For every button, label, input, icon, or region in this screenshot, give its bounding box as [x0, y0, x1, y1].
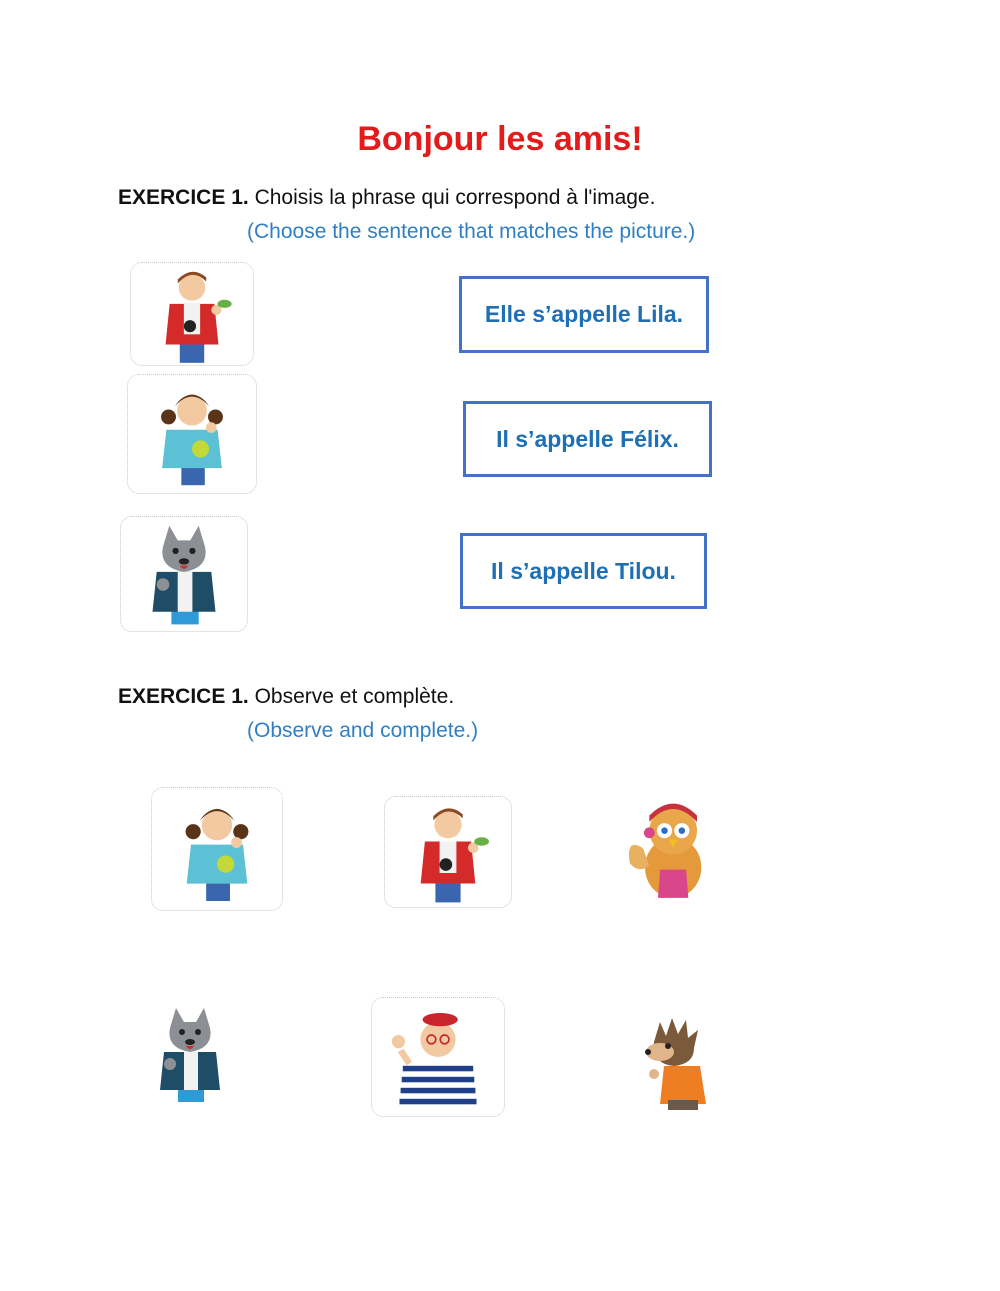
exercise2-picture-girl — [151, 787, 283, 911]
exercise1-instruction: Choisis la phrase qui correspond à l'image. — [254, 186, 656, 209]
owl-pilot-icon — [606, 786, 736, 910]
boy-felix-icon — [385, 797, 511, 907]
grandmother-icon — [372, 998, 504, 1116]
exercise2-heading — [118, 685, 454, 709]
girl-lila-icon — [128, 375, 256, 493]
exercise1-translation: (Choose the sentence that matches the picture.) — [247, 220, 696, 243]
exercise2-instruction: Observe et complète. — [254, 685, 455, 708]
exercise2-picture-grandmother — [371, 997, 505, 1117]
wolf-tilou-icon — [130, 996, 250, 1112]
page-title: Bonjour les amis! — [357, 120, 643, 158]
answer-option-lila[interactable]: Elle s’appelle Lila. — [459, 276, 709, 353]
wolf-tilou-icon — [121, 517, 247, 631]
exercise1-label: EXERCICE 1. — [118, 186, 249, 209]
exercise2-picture-owl — [606, 786, 736, 910]
hedgehog-icon — [614, 1008, 734, 1116]
exercise1-picture-boy — [130, 262, 254, 366]
answer-option-tilou[interactable]: Il s’appelle Tilou. — [460, 533, 707, 609]
boy-felix-icon — [131, 263, 253, 365]
exercise2-picture-boy — [384, 796, 512, 908]
girl-lila-icon — [152, 788, 282, 910]
exercise2-label: EXERCICE 1. — [118, 685, 249, 708]
exercise2-picture-wolf — [130, 996, 250, 1112]
answer-option-felix[interactable]: Il s’appelle Félix. — [463, 401, 712, 477]
exercise2-picture-hedgehog — [614, 1008, 734, 1116]
exercise1-heading — [118, 186, 655, 210]
exercise1-picture-wolf — [120, 516, 248, 632]
exercise1-picture-girl — [127, 374, 257, 494]
exercise2-translation: (Observe and complete.) — [247, 719, 479, 742]
